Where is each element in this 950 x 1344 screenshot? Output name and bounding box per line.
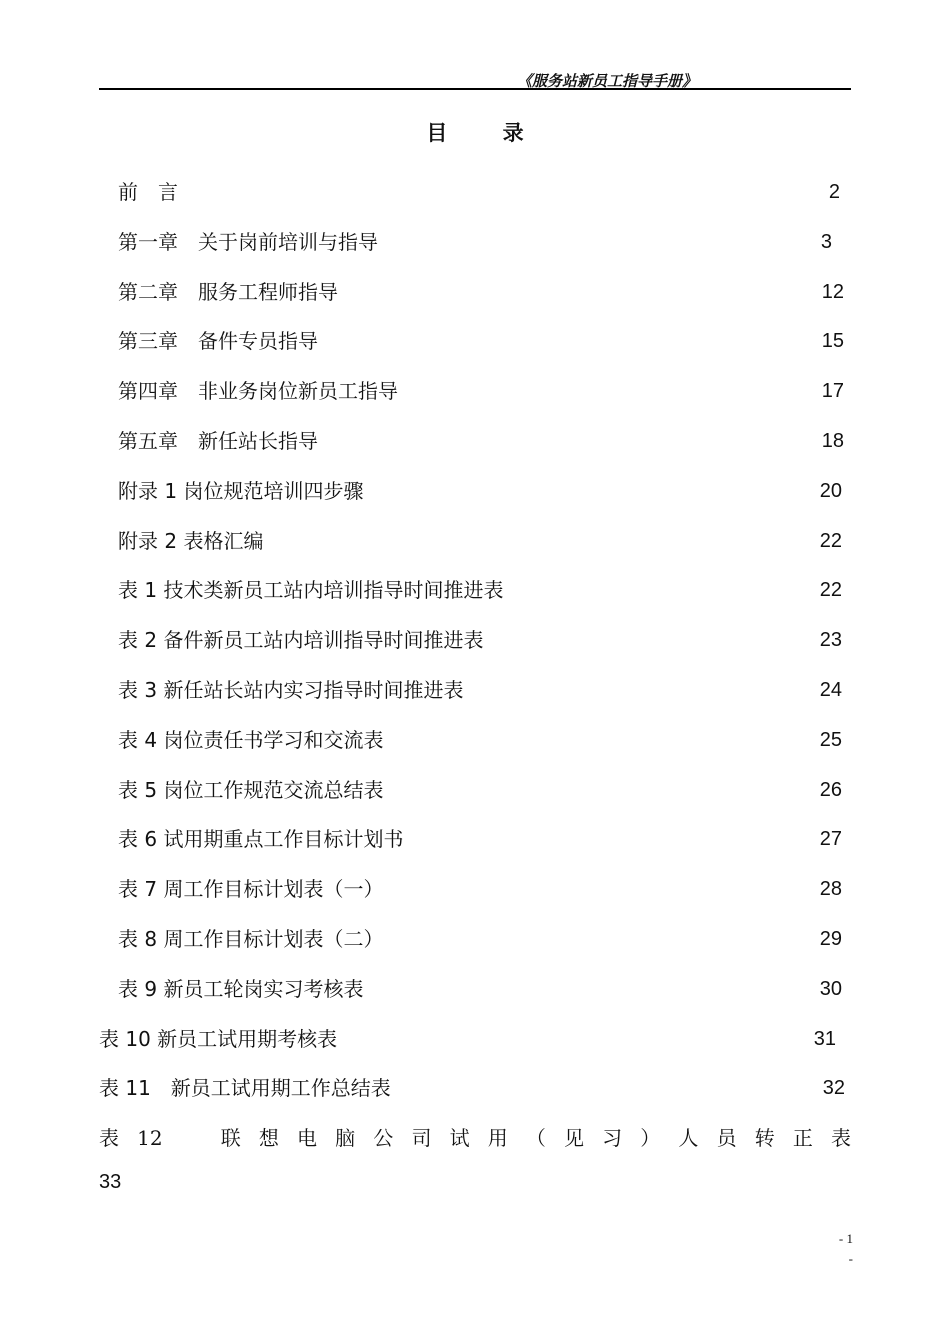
toc-entry-page: 23 <box>819 629 842 651</box>
toc-entry[interactable] <box>118 824 842 854</box>
toc-entry-label: 表 4 岗位责任书学习和交流表 <box>118 728 384 752</box>
toc-entry-page: 31 <box>813 1028 836 1050</box>
document-header-title: 《服务站新员工指导手册》 <box>516 72 697 90</box>
toc-entry[interactable] <box>118 874 842 904</box>
toc-entry-page: 28 <box>819 878 842 900</box>
toc-entry-label: 第三章 备件专员指导 <box>118 329 318 353</box>
toc-entry-label: 第五章 新任站长指导 <box>118 429 318 453</box>
toc-entry-label: 第一章 关于岗前培训与指导 <box>118 230 378 254</box>
toc-entry-last-char: 正 <box>792 1126 813 1150</box>
toc-entry-last-char: 脑 <box>335 1126 356 1150</box>
toc-entry-page: 17 <box>821 380 844 402</box>
toc-entry-last-char: （ <box>525 1126 546 1150</box>
toc-entry-page: 15 <box>821 330 844 352</box>
toc-entry-label: 表 9 新员工轮岗实习考核表 <box>118 977 364 1001</box>
toc-entry[interactable] <box>118 575 842 605</box>
toc-entry-last-char: 用 <box>487 1126 508 1150</box>
toc-entry-last-page: 33 <box>99 1171 122 1193</box>
toc-entry-label: 表 1 技术类新员工站内培训指导时间推进表 <box>118 578 504 602</box>
toc-entry[interactable] <box>118 326 844 356</box>
header-rule <box>99 88 851 90</box>
toc-entry-last-char: 试 <box>449 1126 470 1150</box>
toc-entry-page: 20 <box>819 480 842 502</box>
toc-entry-last-char: ） <box>640 1126 661 1150</box>
toc-entry-page: 27 <box>819 828 842 850</box>
toc-entry-label: 表 8 周工作目标计划表（二） <box>118 927 384 951</box>
toc-entry-label: 第四章 非业务岗位新员工指导 <box>118 379 398 403</box>
page-number-top: - 1 <box>838 1231 853 1246</box>
toc-entry-page: 12 <box>821 281 844 303</box>
toc-entry-label: 表 5 岗位工作规范交流总结表 <box>118 778 384 802</box>
toc-entry-last[interactable] <box>99 1123 851 1153</box>
toc-entry-label: 表 11 新员工试用期工作总结表 <box>99 1076 391 1100</box>
toc-entry-page: 22 <box>819 579 842 601</box>
toc-entry-label: 第二章 服务工程师指导 <box>118 280 338 304</box>
toc-entry-last-char: 表 <box>830 1126 851 1150</box>
toc-entry[interactable] <box>118 476 842 506</box>
toc-entry-last-char: 表 <box>99 1126 119 1150</box>
toc-entry-page: 18 <box>821 430 844 452</box>
toc-entry-page: 25 <box>819 729 842 751</box>
toc-entry-page: 22 <box>819 530 842 552</box>
toc-entry-last-char: 想 <box>258 1126 279 1150</box>
toc-entry-label: 前 言 <box>118 180 178 204</box>
toc-entry-label: 附录 2 表格汇编 <box>118 529 264 553</box>
toc-entry-last-char: 转 <box>754 1126 775 1150</box>
toc-entry[interactable] <box>118 725 842 755</box>
toc-entry-label: 表 7 周工作目标计划表（一） <box>118 877 384 901</box>
toc-entry-last-char: 员 <box>716 1126 737 1150</box>
toc-entry-last-char: 公 <box>373 1126 394 1150</box>
toc-entry-last-char: 司 <box>411 1126 432 1150</box>
toc-heading: 目 录 <box>426 121 548 145</box>
toc-entry[interactable] <box>118 924 842 954</box>
toc-entry[interactable] <box>99 1024 836 1054</box>
toc-entry-page: 24 <box>819 679 842 701</box>
toc-entry[interactable] <box>118 625 842 655</box>
toc-entry-last-char: 电 <box>297 1126 318 1150</box>
toc-entry-page: 3 <box>820 231 832 253</box>
toc-entry-label: 表 10 新员工试用期考核表 <box>99 1027 338 1051</box>
toc-entry-last-char: 习 <box>602 1126 623 1150</box>
toc-entry-label: 附录 1 岗位规范培训四步骤 <box>118 479 364 503</box>
toc-entry[interactable] <box>118 277 844 307</box>
toc-entry-page: 32 <box>822 1077 845 1099</box>
toc-entry-last-char: 12 <box>137 1126 163 1150</box>
toc-entry-last-char: 见 <box>564 1126 584 1150</box>
toc-entry-page: 2 <box>828 181 840 203</box>
toc-entry[interactable] <box>118 376 844 406</box>
toc-entry[interactable] <box>118 675 842 705</box>
toc-entry-page: 26 <box>819 779 842 801</box>
toc-entry-last-label <box>99 1123 851 1153</box>
toc-entry[interactable] <box>118 227 832 257</box>
toc-entry-label: 表 3 新任站长站内实习指导时间推进表 <box>118 678 464 702</box>
toc-entry-last-char: 联 <box>220 1126 241 1150</box>
toc-entry-last-char: 人 <box>678 1126 699 1150</box>
toc-entry[interactable] <box>118 526 842 556</box>
toc-entry[interactable] <box>118 974 842 1004</box>
toc-entry[interactable] <box>118 177 840 207</box>
toc-entry-label: 表 2 备件新员工站内培训指导时间推进表 <box>118 628 484 652</box>
toc-entry[interactable] <box>118 775 842 805</box>
page-number-bottom: - <box>848 1251 853 1266</box>
toc-entry[interactable] <box>99 1073 845 1103</box>
toc-entry-label: 表 6 试用期重点工作目标计划书 <box>118 827 404 851</box>
toc-entry[interactable] <box>118 426 844 456</box>
page-number <box>839 1229 853 1269</box>
toc-entry-page: 29 <box>819 928 842 950</box>
toc-entry-page: 30 <box>819 978 842 1000</box>
